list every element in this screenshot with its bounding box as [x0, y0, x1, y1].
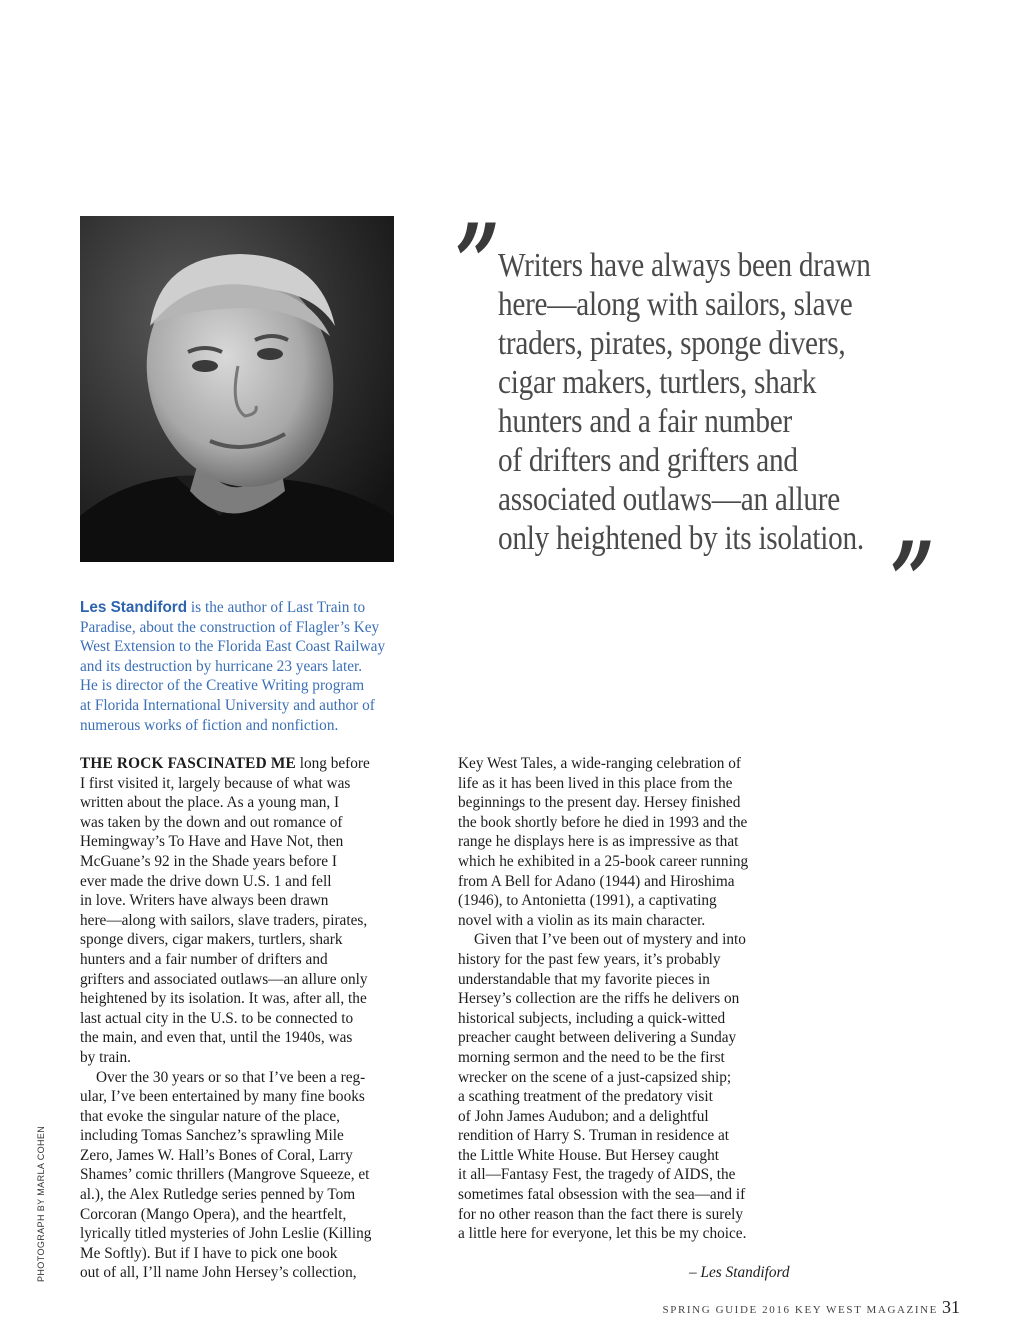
article-line: history for the past few years, it’s probably — [458, 950, 721, 968]
article-line: Given that I’ve been out of mystery and into — [474, 931, 746, 949]
footer-text: SPRING GUIDE 2016 KEY WEST MAGAZINE — [662, 1304, 938, 1316]
article-line: Key West Tales, a wide-ranging celebration of — [458, 755, 741, 772]
article-line: life as it has been lived in this place from the — [458, 774, 733, 792]
article-line: of John James Audubon; and a delightful — [458, 1107, 709, 1125]
author-photo — [80, 216, 394, 562]
article-line: including Tomas Sanchez’s sprawling Mile — [80, 1127, 344, 1145]
article-line — [80, 754, 430, 774]
article-line: sometimes fatal obsession with the sea—and if — [458, 1186, 746, 1204]
article-line: a little here for everyone, let this be my choice. — [458, 1225, 747, 1243]
article-line: from A Bell for Adano (1944) and Hiroshima — [458, 872, 735, 890]
article-line: Hemingway’s To Have and Have Not, then — [80, 833, 344, 851]
article-line: I first visited it, largely because of what was — [80, 774, 351, 792]
author-signature: – Les Standiford — [689, 1264, 790, 1281]
page-number: 31 — [942, 1297, 960, 1317]
article-line: preacher caught between delivering a Sunday — [458, 1029, 737, 1047]
article-line: ular, I’ve been entertained by many fine books — [80, 1088, 365, 1106]
pull-quote-text — [498, 246, 938, 558]
article-column-right — [458, 754, 808, 1244]
article-line: it all—Fantasy Fest, the tragedy of AIDS, the — [458, 1166, 736, 1184]
pull-quote-line: Writers have always been drawn — [498, 247, 871, 284]
article-line: was taken by the down and out romance of — [80, 813, 343, 831]
article-line: for no other reason than the fact there is surely — [458, 1205, 744, 1223]
bio-line: Paradise, about the construction of Flagler’s Key — [80, 618, 380, 636]
article-line: in love. Writers have always been drawn — [80, 892, 329, 910]
article-line: last actual city in the U.S. to be connected to — [80, 1009, 354, 1027]
bio-line: and its destruction by hurricane 23 years later. — [80, 657, 363, 675]
article-line: Zero, James W. Hall’s Bones of Coral, Larry — [80, 1146, 353, 1164]
article-line: range he displays here is as impressive as that — [458, 833, 739, 851]
pull-quote-line: here—along with sailors, slave — [498, 286, 853, 323]
article-line: written about the place. As a young man, I — [80, 794, 340, 812]
pull-quote-line: of drifters and grifters and — [498, 442, 798, 479]
article-line: hunters and a fair number of drifters and — [80, 950, 328, 968]
article-line: ever made the drive down U.S. 1 and fell — [80, 872, 332, 890]
open-quote-mark: ” — [455, 201, 500, 327]
article-line: sponge divers, cigar makers, turtlers, shark — [80, 931, 343, 949]
article-line: Shames’ comic thrillers (Mangrove Squeeze, et — [80, 1166, 370, 1184]
bio-author-name: Les Standiford — [80, 599, 188, 616]
article-line: Over the 30 years or so that I’ve been a reg- — [96, 1068, 366, 1086]
article-line: the main, and even that, until the 1940s, was — [80, 1029, 353, 1047]
author-bio — [80, 598, 440, 735]
pull-quote-line: hunters and a fair number — [498, 403, 792, 440]
article-line: Me Softly). But if I have to pick one book — [80, 1244, 338, 1262]
article-line: grifters and associated outlaws—an allure only — [80, 970, 368, 988]
article-line: out of all, I’ll name John Hersey’s collection, — [80, 1264, 357, 1282]
article-column-left — [80, 754, 430, 1283]
article-line: morning sermon and the need to be the first — [458, 1048, 725, 1066]
article-line: wrecker on the scene of a just-capsized ship; — [458, 1068, 732, 1086]
article-line: lyrically titled mysteries of John Leslie (Killing — [80, 1225, 372, 1243]
close-quote-mark: ” — [890, 519, 935, 645]
pull-quote-line: cigar makers, turtlers, shark — [498, 364, 817, 401]
article-line: beginnings to the present day. Hersey finished — [458, 794, 741, 812]
photo-credit: PHOTOGRAPH BY MARLA COHEN — [36, 1125, 46, 1282]
pull-quote-line: traders, pirates, sponge divers, — [498, 325, 846, 362]
article-line: by train. — [80, 1048, 131, 1066]
bio-line: West Extension to the Florida East Coast Railway — [80, 638, 386, 656]
article-line: understandable that my favorite pieces in — [458, 970, 710, 988]
article-line: here—along with sailors, slave traders, pirates, — [80, 911, 368, 929]
author-portrait-image — [80, 216, 394, 562]
article-line: heightened by its isolation. It was, after all, the — [80, 990, 367, 1008]
article-line: the book shortly before he died in 1993 and the — [458, 813, 748, 831]
article-line: the Little White House. But Hersey caught — [458, 1146, 719, 1164]
pull-quote-line: only heightened by its isolation. — [498, 520, 864, 557]
bio-text: is the author of Last Train to — [187, 599, 366, 616]
bio-line: at Florida International University and author of — [80, 696, 375, 714]
pull-quote — [455, 201, 945, 645]
bio-line — [80, 598, 440, 618]
article-line: a scathing treatment of the predatory visit — [458, 1088, 713, 1106]
pull-quote-line: associated outlaws—an allure — [498, 481, 840, 518]
article-line: al.), the Alex Rutledge series penned by Tom — [80, 1186, 356, 1204]
article-line: Hersey’s collection are the riffs he delivers on — [458, 990, 740, 1008]
article-line: which he exhibited in a 25-book career running — [458, 852, 749, 870]
bio-line: numerous works of fiction and nonfiction. — [80, 716, 339, 734]
page-footer — [663, 1297, 960, 1318]
article-text: long before — [295, 755, 370, 772]
article-lead-in: THE ROCK FASCINATED ME — [80, 755, 296, 772]
article-line: rendition of Harry S. Truman in residence at — [458, 1127, 730, 1145]
bio-line: He is director of the Creative Writing program — [80, 677, 365, 695]
article-line: McGuane’s 92 in the Shade years before I — [80, 852, 337, 870]
article-line: (1946), to Antonietta (1991), a captivating — [458, 892, 717, 910]
article-line: that evoke the singular nature of the place, — [80, 1107, 340, 1125]
article-line: Corcoran (Mango Opera), and the heartfelt, — [80, 1205, 347, 1223]
article-line: historical subjects, including a quick-witted — [458, 1009, 726, 1027]
article-line: novel with a violin as its main character. — [458, 911, 706, 929]
